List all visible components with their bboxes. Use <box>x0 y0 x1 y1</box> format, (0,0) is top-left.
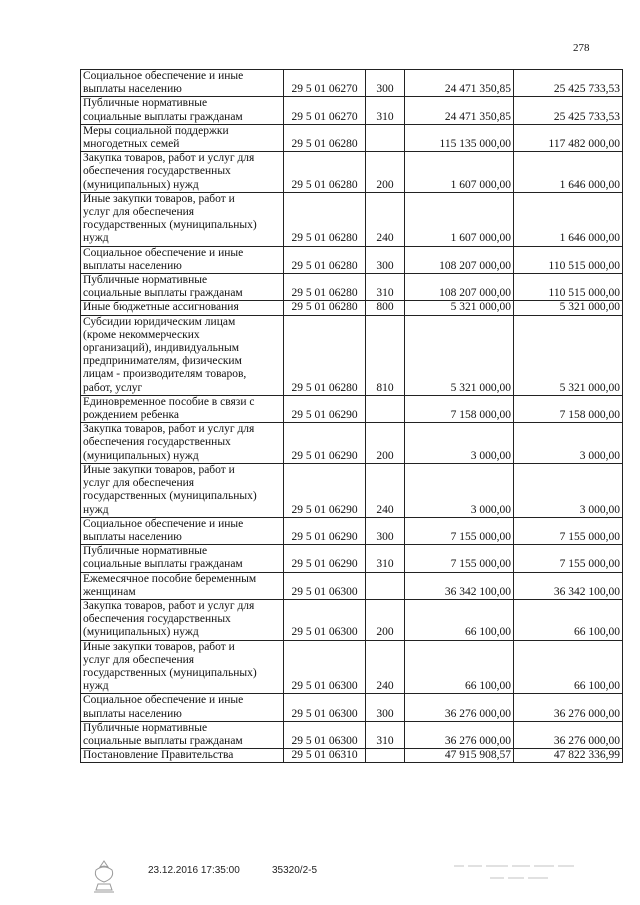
table-row <box>81 301 623 315</box>
row-amount-2017-cell: 66 100,00 <box>405 640 514 694</box>
row-code-cell: 29 5 01 06280 <box>284 124 366 151</box>
row-name-cell: Субсидии юридическим лицам (кроме некоммерческих организаций), индивидуальным предпринимателям, физическим лицам - производителям товаров, работ, услуг <box>81 315 284 395</box>
row-code-cell: 29 5 01 06300 <box>284 572 366 599</box>
row-vr-cell: 810 <box>366 315 405 395</box>
table-row <box>81 572 623 599</box>
seal-logo-icon <box>82 858 126 896</box>
row-code-cell: 29 5 01 06280 <box>284 246 366 273</box>
row-name-cell: Закупка товаров, работ и услуг для обеспечения государственных (муниципальных) нужд <box>81 599 284 640</box>
row-name-cell: Единовременное пособие в связи с рождением ребенка <box>81 395 284 422</box>
table-row <box>81 517 623 544</box>
row-amount-2017-cell: 3 000,00 <box>405 463 514 517</box>
row-amount-2018-cell: 110 515 000,00 <box>514 246 623 273</box>
row-amount-2018-cell: 7 155 000,00 <box>514 517 623 544</box>
table-row <box>81 640 623 694</box>
row-vr-cell: 200 <box>366 599 405 640</box>
row-name-cell: Социальное обеспечение и иные выплаты населению <box>81 517 284 544</box>
row-amount-2018-cell: 7 158 000,00 <box>514 395 623 422</box>
table-row <box>81 545 623 572</box>
row-vr-cell: 310 <box>366 274 405 301</box>
row-code-cell: 29 5 01 06290 <box>284 463 366 517</box>
row-name-cell: Социальное обеспечение и иные выплаты населению <box>81 246 284 273</box>
row-amount-2018-cell: 110 515 000,00 <box>514 274 623 301</box>
row-name-cell: Постановление Правительства <box>81 749 284 763</box>
row-code-cell: 29 5 01 06300 <box>284 599 366 640</box>
row-amount-2018-cell: 25 425 733,53 <box>514 70 623 97</box>
row-code-cell: 29 5 01 06280 <box>284 315 366 395</box>
table-row <box>81 721 623 748</box>
row-vr-cell: 300 <box>366 517 405 544</box>
row-vr-cell: 310 <box>366 545 405 572</box>
page-footer <box>0 858 640 898</box>
table-row <box>81 315 623 395</box>
row-amount-2017-cell: 115 135 000,00 <box>405 124 514 151</box>
row-code-cell: 29 5 01 06270 <box>284 70 366 97</box>
row-code-cell: 29 5 01 06280 <box>284 274 366 301</box>
row-name-cell: Социальное обеспечение и иные выплаты населению <box>81 694 284 721</box>
row-code-cell: 29 5 01 06290 <box>284 545 366 572</box>
row-code-cell: 29 5 01 06300 <box>284 721 366 748</box>
row-name-cell: Меры социальной поддержки многодетных семей <box>81 124 284 151</box>
row-amount-2018-cell: 5 321 000,00 <box>514 315 623 395</box>
row-amount-2017-cell: 5 321 000,00 <box>405 301 514 315</box>
row-amount-2018-cell: 117 482 000,00 <box>514 124 623 151</box>
row-name-cell: Иные закупки товаров, работ и услуг для обеспечения государственных (муниципальных) нужд <box>81 463 284 517</box>
watermark-stamp-icon <box>450 858 590 888</box>
row-amount-2017-cell: 24 471 350,85 <box>405 97 514 124</box>
row-vr-cell: 300 <box>366 694 405 721</box>
table-row <box>81 152 623 193</box>
page-number: 278 <box>573 42 590 54</box>
row-amount-2017-cell: 24 471 350,85 <box>405 70 514 97</box>
row-amount-2018-cell: 3 000,00 <box>514 423 623 464</box>
table-row <box>81 749 623 763</box>
row-amount-2017-cell: 66 100,00 <box>405 599 514 640</box>
row-name-cell: Иные закупки товаров, работ и услуг для обеспечения государственных (муниципальных) нужд <box>81 192 284 246</box>
row-amount-2017-cell: 1 607 000,00 <box>405 152 514 193</box>
row-amount-2017-cell: 5 321 000,00 <box>405 315 514 395</box>
row-amount-2017-cell: 108 207 000,00 <box>405 274 514 301</box>
table-row <box>81 246 623 273</box>
row-code-cell: 29 5 01 06280 <box>284 152 366 193</box>
table-row <box>81 70 623 97</box>
row-code-cell: 29 5 01 06300 <box>284 640 366 694</box>
row-name-cell: Публичные нормативные социальные выплаты гражданам <box>81 274 284 301</box>
row-vr-cell <box>366 124 405 151</box>
row-amount-2018-cell: 7 155 000,00 <box>514 545 623 572</box>
table-row <box>81 274 623 301</box>
budget-table <box>80 69 623 763</box>
row-amount-2018-cell: 36 276 000,00 <box>514 694 623 721</box>
row-amount-2017-cell: 7 155 000,00 <box>405 545 514 572</box>
row-vr-cell: 200 <box>366 423 405 464</box>
row-name-cell: Иные бюджетные ассигнования <box>81 301 284 315</box>
row-amount-2017-cell: 36 276 000,00 <box>405 721 514 748</box>
row-vr-cell: 310 <box>366 97 405 124</box>
row-amount-2017-cell: 7 158 000,00 <box>405 395 514 422</box>
table-row <box>81 192 623 246</box>
table-row <box>81 97 623 124</box>
row-code-cell: 29 5 01 06280 <box>284 301 366 315</box>
row-vr-cell: 240 <box>366 192 405 246</box>
row-code-cell: 29 5 01 06270 <box>284 97 366 124</box>
row-vr-cell: 240 <box>366 640 405 694</box>
row-amount-2018-cell: 1 646 000,00 <box>514 152 623 193</box>
row-amount-2018-cell: 25 425 733,53 <box>514 97 623 124</box>
row-vr-cell <box>366 572 405 599</box>
row-name-cell: Публичные нормативные социальные выплаты гражданам <box>81 97 284 124</box>
row-amount-2018-cell: 5 321 000,00 <box>514 301 623 315</box>
row-amount-2018-cell: 36 342 100,00 <box>514 572 623 599</box>
table-row <box>81 124 623 151</box>
row-amount-2018-cell: 3 000,00 <box>514 463 623 517</box>
row-name-cell: Иные закупки товаров, работ и услуг для обеспечения государственных (муниципальных) нужд <box>81 640 284 694</box>
budget-table-body <box>81 70 623 763</box>
row-code-cell: 29 5 01 06290 <box>284 517 366 544</box>
row-amount-2018-cell: 1 646 000,00 <box>514 192 623 246</box>
row-amount-2017-cell: 47 915 908,57 <box>405 749 514 763</box>
row-name-cell: Закупка товаров, работ и услуг для обеспечения государственных (муниципальных) нужд <box>81 423 284 464</box>
row-amount-2018-cell: 36 276 000,00 <box>514 721 623 748</box>
row-amount-2017-cell: 1 607 000,00 <box>405 192 514 246</box>
row-vr-cell <box>366 749 405 763</box>
table-row <box>81 423 623 464</box>
row-code-cell: 29 5 01 06290 <box>284 423 366 464</box>
row-vr-cell: 300 <box>366 246 405 273</box>
row-vr-cell: 800 <box>366 301 405 315</box>
row-code-cell: 29 5 01 06280 <box>284 192 366 246</box>
row-amount-2017-cell: 7 155 000,00 <box>405 517 514 544</box>
row-vr-cell: 310 <box>366 721 405 748</box>
row-code-cell: 29 5 01 06310 <box>284 749 366 763</box>
row-amount-2017-cell: 3 000,00 <box>405 423 514 464</box>
row-amount-2017-cell: 36 342 100,00 <box>405 572 514 599</box>
row-code-cell: 29 5 01 06290 <box>284 395 366 422</box>
row-name-cell: Публичные нормативные социальные выплаты гражданам <box>81 545 284 572</box>
table-row <box>81 463 623 517</box>
footer-doc-id: 35320/2-5 <box>272 865 318 876</box>
table-row <box>81 599 623 640</box>
row-name-cell: Ежемесячное пособие беременным женщинам <box>81 572 284 599</box>
table-row <box>81 694 623 721</box>
footer-datetime: 23.12.2016 17:35:00 <box>148 865 240 876</box>
row-amount-2018-cell: 66 100,00 <box>514 640 623 694</box>
row-amount-2018-cell: 47 822 336,99 <box>514 749 623 763</box>
row-name-cell: Закупка товаров, работ и услуг для обеспечения государственных (муниципальных) нужд <box>81 152 284 193</box>
row-name-cell: Публичные нормативные социальные выплаты гражданам <box>81 721 284 748</box>
row-code-cell: 29 5 01 06300 <box>284 694 366 721</box>
row-amount-2018-cell: 66 100,00 <box>514 599 623 640</box>
table-row <box>81 395 623 422</box>
row-vr-cell: 240 <box>366 463 405 517</box>
row-vr-cell <box>366 395 405 422</box>
row-amount-2017-cell: 108 207 000,00 <box>405 246 514 273</box>
row-amount-2017-cell: 36 276 000,00 <box>405 694 514 721</box>
row-vr-cell: 200 <box>366 152 405 193</box>
row-vr-cell: 300 <box>366 70 405 97</box>
row-name-cell: Социальное обеспечение и иные выплаты населению <box>81 70 284 97</box>
